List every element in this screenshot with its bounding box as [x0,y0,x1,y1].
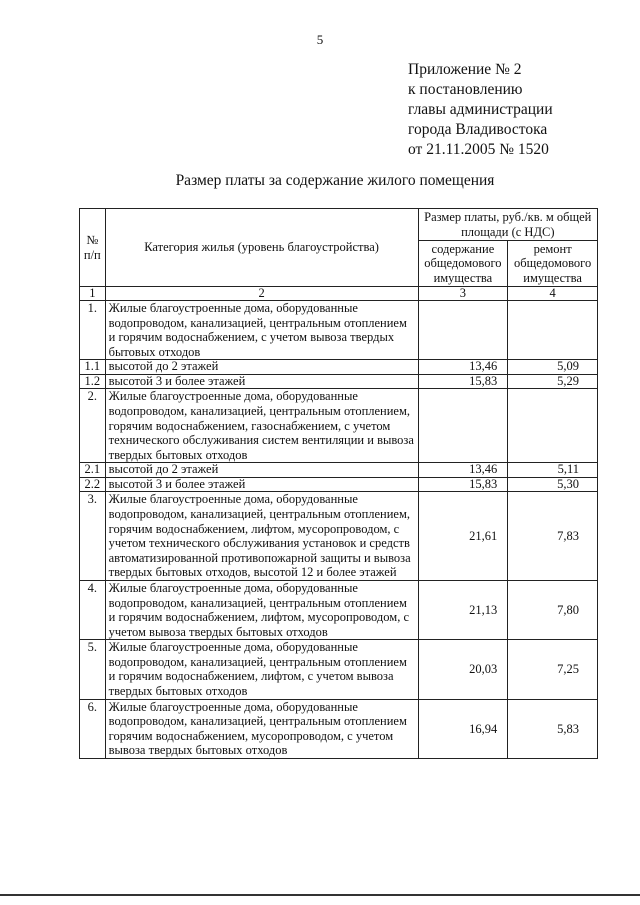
row-repair: 7,83 [508,492,598,581]
row-category: Жилые благоустроенные дома, оборудованные водопроводом, канализацией, центральным отоплением горячим водоснабжением, мусоропроводом, с учетом вывоза твердых бытовых отходов [105,699,418,758]
row-num: 3. [80,492,106,581]
row-maintenance: 13,46 [418,360,508,375]
header-fee-group: Размер платы, руб./кв. м общей площади (с НДС) [418,209,597,241]
page-bottom-divider [0,894,640,896]
row-num: 4. [80,580,106,639]
table-row [80,301,598,360]
table-row [80,389,598,463]
header-maintenance: содержание общедомового имущества [418,241,508,287]
row-category: Жилые благоустроенные дома, оборудованные водопроводом, канализацией, центральным отоплением и горячим водоснабжением, лифтом, с учетом вывоза твердых бытовых отходов [105,640,418,699]
row-num: 1.2 [80,374,106,389]
row-repair [508,389,598,463]
table-row [80,360,598,375]
row-category: Жилые благоустроенные дома, оборудованные водопроводом, канализацией, центральным отоплением и горячим водоснабжением, с учетом вывоза твердых бытовых отходов [105,301,418,360]
row-repair: 5,30 [508,477,598,492]
header-category: Категория жилья (уровень благоустройства) [105,209,418,287]
row-num: 2.1 [80,463,106,478]
row-num: 6. [80,699,106,758]
row-category: Жилые благоустроенные дома, оборудованные водопроводом, канализацией, центральным отоплением, горячим водоснабжением, газоснабжением, с учетом технического обслуживания систем вентиляции и вывоза твердых бытовых отходов [105,389,418,463]
row-repair: 5,29 [508,374,598,389]
row-category: высотой до 2 этажей [105,463,418,478]
column-number: 1 [80,287,106,301]
row-maintenance [418,301,508,360]
row-repair: 7,25 [508,640,598,699]
document-title: Размер платы за содержание жилого помещения [175,172,495,189]
column-number: 4 [508,287,598,301]
row-maintenance: 13,46 [418,463,508,478]
row-maintenance: 15,83 [418,477,508,492]
table-row [80,374,598,389]
appendix-line: города Владивостока [408,121,548,138]
table-row [80,699,598,758]
column-number: 2 [105,287,418,301]
row-num: 5. [80,640,106,699]
row-maintenance: 21,61 [418,492,508,581]
row-maintenance: 15,83 [418,374,508,389]
table-row [80,640,598,699]
row-maintenance: 21,13 [418,580,508,639]
row-repair: 5,83 [508,699,598,758]
table-row [80,477,598,492]
row-maintenance: 20,03 [418,640,508,699]
row-repair: 5,11 [508,463,598,478]
column-number: 3 [418,287,508,301]
row-category: высотой 3 и более этажей [105,374,418,389]
row-maintenance [418,389,508,463]
appendix-line: Приложение № 2 [408,61,522,78]
row-num: 2.2 [80,477,106,492]
table-row [80,492,598,581]
table-row [80,580,598,639]
row-category: высотой 3 и более этажей [105,477,418,492]
appendix-line: главы администрации [408,101,553,118]
row-repair [508,301,598,360]
row-category: высотой до 2 этажей [105,360,418,375]
row-num: 2. [80,389,106,463]
header-num: № п/п [80,209,106,287]
appendix-line: от 21.11.2005 № 1520 [408,141,549,158]
header-repair: ремонт общедомового имущества [508,241,598,287]
row-num: 1. [80,301,106,360]
row-maintenance: 16,94 [418,699,508,758]
row-num: 1.1 [80,360,106,375]
row-category: Жилые благоустроенные дома, оборудованные водопроводом, канализацией, центральным отоплением, горячим водоснабжением, лифтом, мусоропроводом, с учетом технического обслуживания установок и средств автоматизированной противопожарной защиты и вывоза твердых бытовых отходов, высотой 12 и более этажей [105,492,418,581]
row-category: Жилые благоустроенные дома, оборудованные водопроводом, канализацией, центральным отоплением и горячим водоснабжением, лифтом, мусоропроводом, с учетом вывоза твердых бытовых отходов [105,580,418,639]
page-number: 5 [316,32,324,47]
row-repair: 7,80 [508,580,598,639]
fee-table [79,208,598,759]
appendix-line: к постановлению [408,81,523,98]
appendix-block [408,60,553,160]
row-repair: 5,09 [508,360,598,375]
table-row [80,463,598,478]
